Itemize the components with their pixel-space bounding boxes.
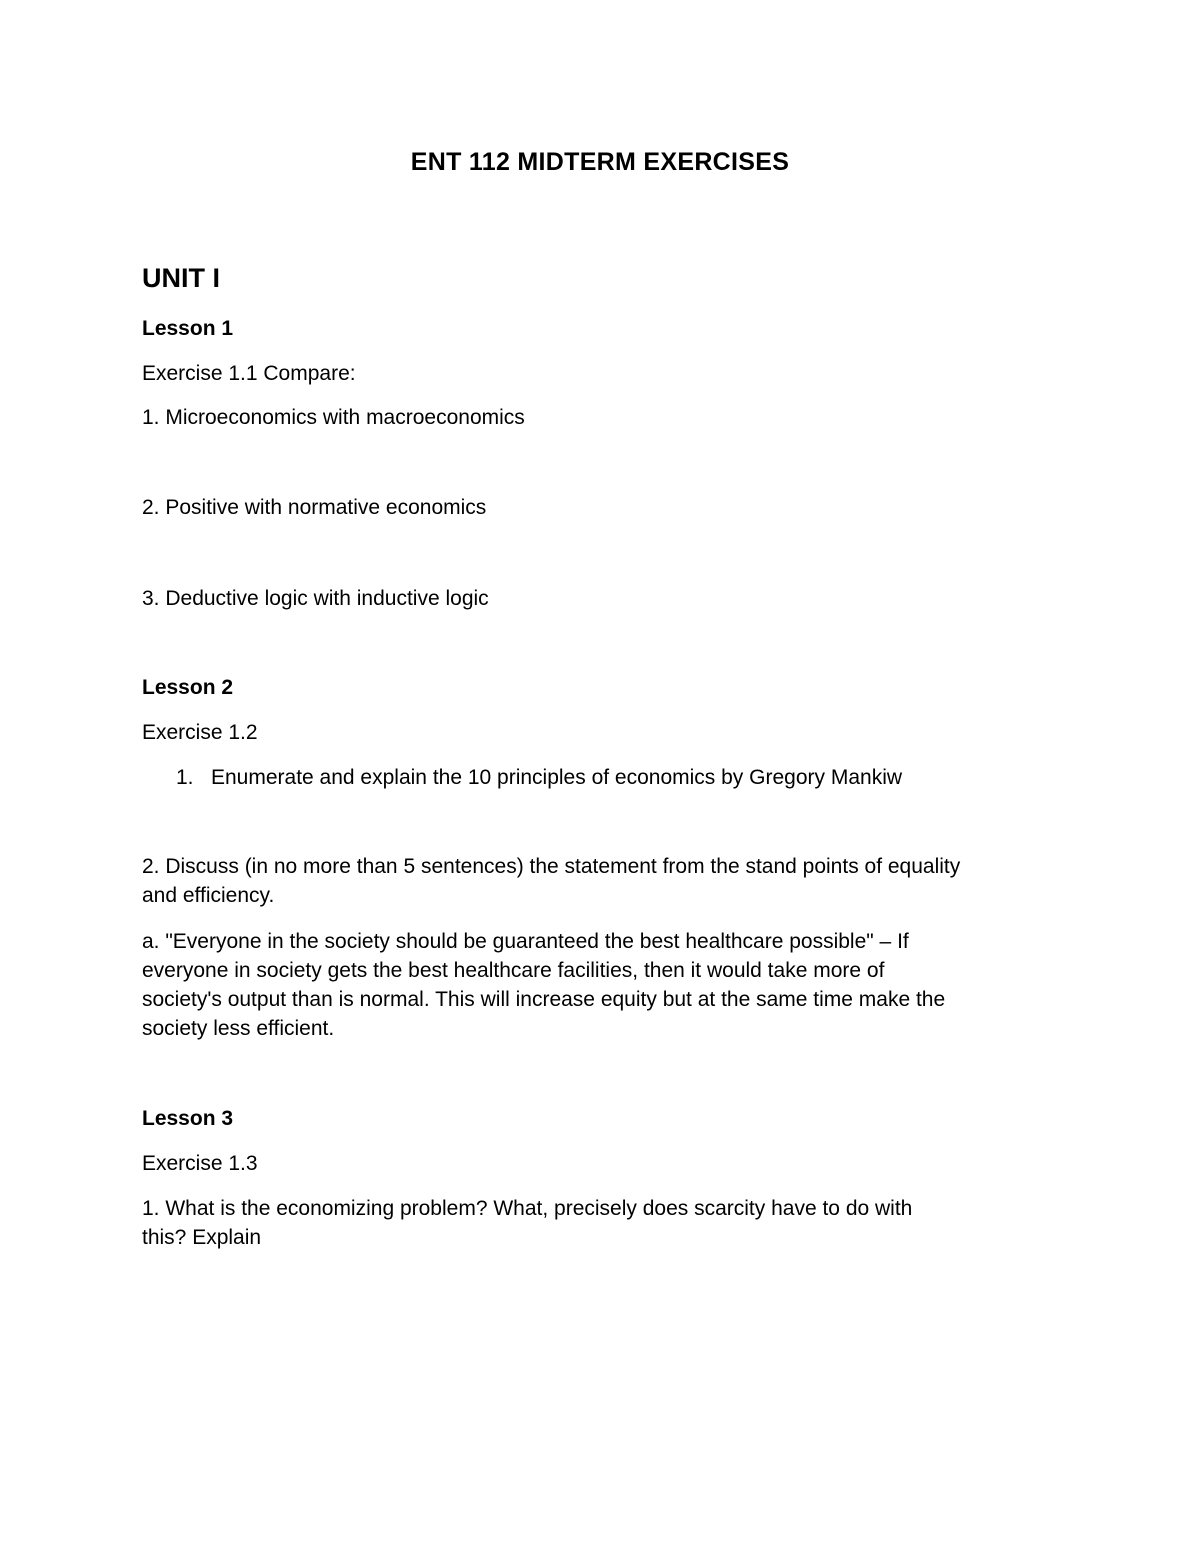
answer-line-3: society's output than is normal. This will increase equity but at the same time make the (142, 988, 946, 1011)
exercise-1-1-item-2: 2. Positive with normative economics (142, 496, 487, 519)
exercise-1-1-item-3: 3. Deductive logic with inductive logic (142, 587, 489, 610)
lesson-2-heading: Lesson 2 (142, 676, 234, 699)
lesson-3-heading: Lesson 3 (142, 1107, 234, 1130)
exercise-1-1-label: Exercise 1.1 Compare: (142, 362, 356, 385)
exercise-1-2-label: Exercise 1.2 (142, 721, 258, 744)
unit-heading: UNIT I (142, 263, 220, 293)
exercise-1-2-item-2-line-1: 2. Discuss (in no more than 5 sentences) the statement from the stand points of equality (142, 855, 961, 878)
exercise-1-3-label: Exercise 1.3 (142, 1152, 258, 1175)
answer-line-1: a. "Everyone in the society should be guaranteed the best healthcare possible" – If (142, 930, 909, 953)
answer-line-2: everyone in society gets the best healthcare facilities, then it would take more of (142, 959, 885, 982)
exercise-1-2-item-2-line-2: and efficiency. (142, 884, 275, 907)
exercise-1-3-item-1-line-1: 1. What is the economizing problem? What, precisely does scarcity have to do with (142, 1197, 913, 1220)
exercise-1-1-item-1: 1. Microeconomics with macroeconomics (142, 406, 525, 429)
answer-line-4: society less efficient. (142, 1017, 335, 1040)
exercise-1-3-item-1-line-2: this? Explain (142, 1226, 262, 1249)
document-title: ENT 112 MIDTERM EXERCISES (410, 148, 790, 176)
list-item-number: 1. (176, 766, 194, 789)
lesson-1-heading: Lesson 1 (142, 317, 234, 340)
exercise-1-2-item-1: Enumerate and explain the 10 principles of economics by Gregory Mankiw (211, 766, 903, 789)
